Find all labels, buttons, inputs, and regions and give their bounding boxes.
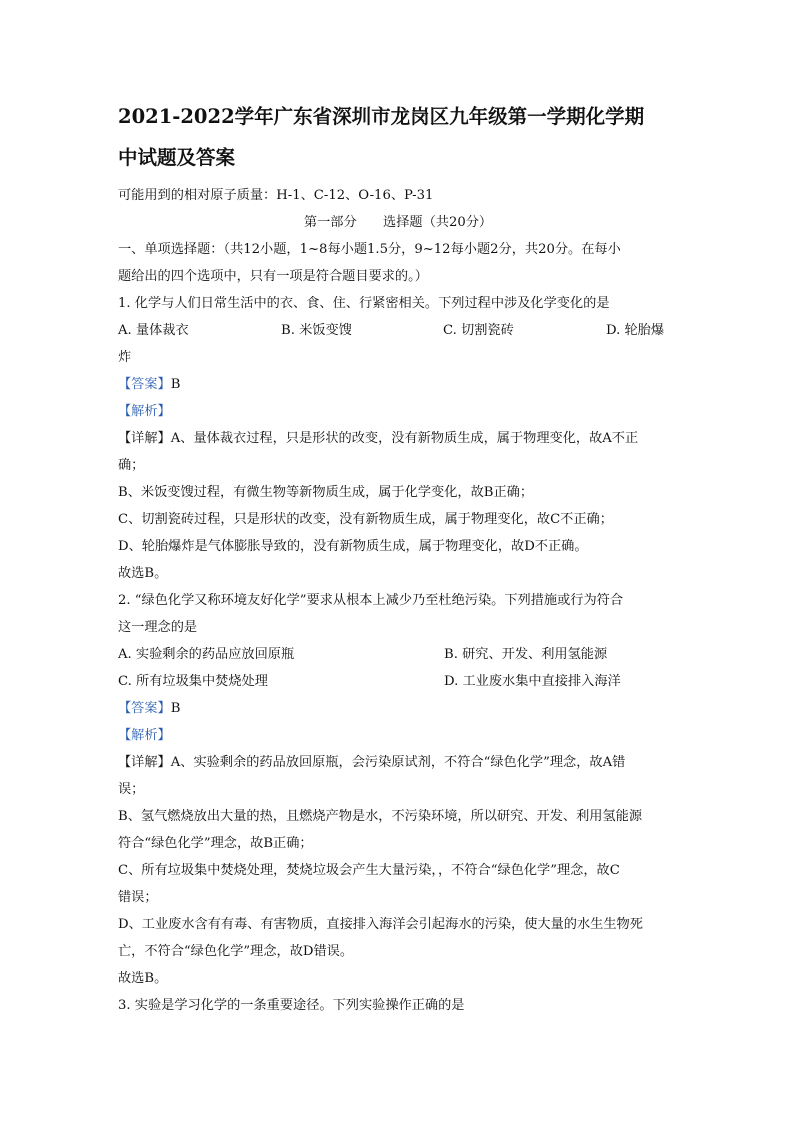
question-2-analysis-tag <box>118 722 678 749</box>
question-1-detail-line4: C、切割瓷砖过程，只是形状的改变，没有新物质生成，属于物理变化，故C不正确； <box>118 512 613 527</box>
question-2-option-d: D. 工业废水集中直接排入海洋 <box>444 674 621 689</box>
section-instructions-line1: 一、单项选择题：（共12小题，1~8每小题1.5分，9~12每小题2分，共20分。在每小 <box>118 242 621 257</box>
answer-value: B <box>170 701 181 716</box>
question-3-stem: 3. 实验是学习化学的一条重要途径。下列实验操作正确的是 <box>118 998 465 1013</box>
question-2-detail-line3: B、氢气燃烧放出大量的热，且燃烧产物是水，不污染环境，所以研究、开发、利用氢能源 <box>118 809 642 824</box>
question-2-stem-line2: 这一理念的是 <box>118 620 198 635</box>
question-2-stem-line1: 2. “绿色化学又称环境友好化学”要求从根本上减少乃至杜绝污染。下列措施或行为符合 <box>118 593 624 608</box>
question-1-analysis-tag <box>118 398 678 425</box>
question-1-option-a: A. 量体裁衣 <box>118 323 189 338</box>
document-page <box>118 96 678 1019</box>
question-1-options <box>118 317 678 344</box>
question-2-option-c: C. 所有垃圾集中焚烧处理 <box>118 674 268 689</box>
document-title-line2: 中试题及答案 <box>118 146 236 169</box>
question-2-detail-line5: C、所有垃圾集中焚烧处理，焚烧垃圾会产生大量污染，，不符合“绿色化学”理念，故C <box>118 863 620 878</box>
analysis-tag: 【解析】 <box>118 728 171 743</box>
question-1-answer <box>118 371 678 398</box>
question-1-option-wrap: 炸 <box>118 350 132 365</box>
question-1-option-c: C. 切割瓷砖 <box>443 323 514 338</box>
question-1-conclusion: 故选B。 <box>118 566 168 581</box>
question-2-options-row1 <box>118 641 678 668</box>
question-2-option-b: B. 研究、开发、利用氢能源 <box>444 647 608 662</box>
question-2-detail-line2: 误； <box>118 782 145 797</box>
question-2-conclusion: 故选B。 <box>118 971 168 986</box>
answer-tag: 【答案】 <box>118 377 171 392</box>
detail-tag: 【详解】 <box>118 755 171 770</box>
question-1-option-d: D. 轮胎爆 <box>606 323 665 338</box>
question-2-options-row2 <box>118 668 678 695</box>
detail-tag: 【详解】 <box>118 431 171 446</box>
question-2-detail-line6: 错误； <box>118 890 158 905</box>
question-1-option-b: B. 米饭变馊 <box>281 323 352 338</box>
detail-text: A、实验剩余的药品放回原瓶，会污染原试剂，不符合“绿色化学”理念，故A错 <box>170 755 626 770</box>
answer-value: B <box>170 377 181 392</box>
question-2-detail-line4: 符合“绿色化学”理念，故B正确； <box>118 836 313 851</box>
atomic-mass-note: 可能用到的相对原子质量：H-1、C-12、O-16、P-31 <box>118 188 434 203</box>
question-1-stem: 1. 化学与人们日常生活中的衣、食、住、行紧密相关。下列过程中涉及化学变化的是 <box>118 296 610 311</box>
analysis-tag: 【解析】 <box>118 404 171 419</box>
question-2-detail-line7: D、工业废水含有有毒、有害物质，直接排入海洋会引起海水的污染，使大量的水生生物死 <box>118 917 643 932</box>
question-2-detail-line1 <box>118 749 678 776</box>
question-2-option-a: A. 实验剩余的药品应放回原瓶 <box>118 647 295 662</box>
question-1-detail-line3: B、米饭变馊过程，有微生物等新物质生成，属于化学变化，故B正确； <box>118 485 534 500</box>
detail-text: A、量体裁衣过程，只是形状的改变，没有新物质生成，属于物理变化，故A不正 <box>170 431 639 446</box>
document-title-line1: 2021-2022学年广东省深圳市龙岗区九年级第一学期化学期 <box>118 105 645 128</box>
question-2-detail-line8: 亡，不符合“绿色化学”理念，故D错误。 <box>118 944 354 959</box>
question-2-answer <box>118 695 678 722</box>
answer-tag: 【答案】 <box>118 701 171 716</box>
part-heading: 第一部分 选择题（共20分） <box>303 215 493 230</box>
section-instructions-line2: 题给出的四个选项中，只有一项是符合题目要求的。） <box>118 269 428 284</box>
question-1-detail-line1 <box>118 425 678 452</box>
question-1-detail-line5: D、轮胎爆炸是气体膨胀导致的，没有新物质生成，属于物理变化，故D不正确。 <box>118 539 588 554</box>
question-1-detail-line2: 确； <box>118 458 145 473</box>
